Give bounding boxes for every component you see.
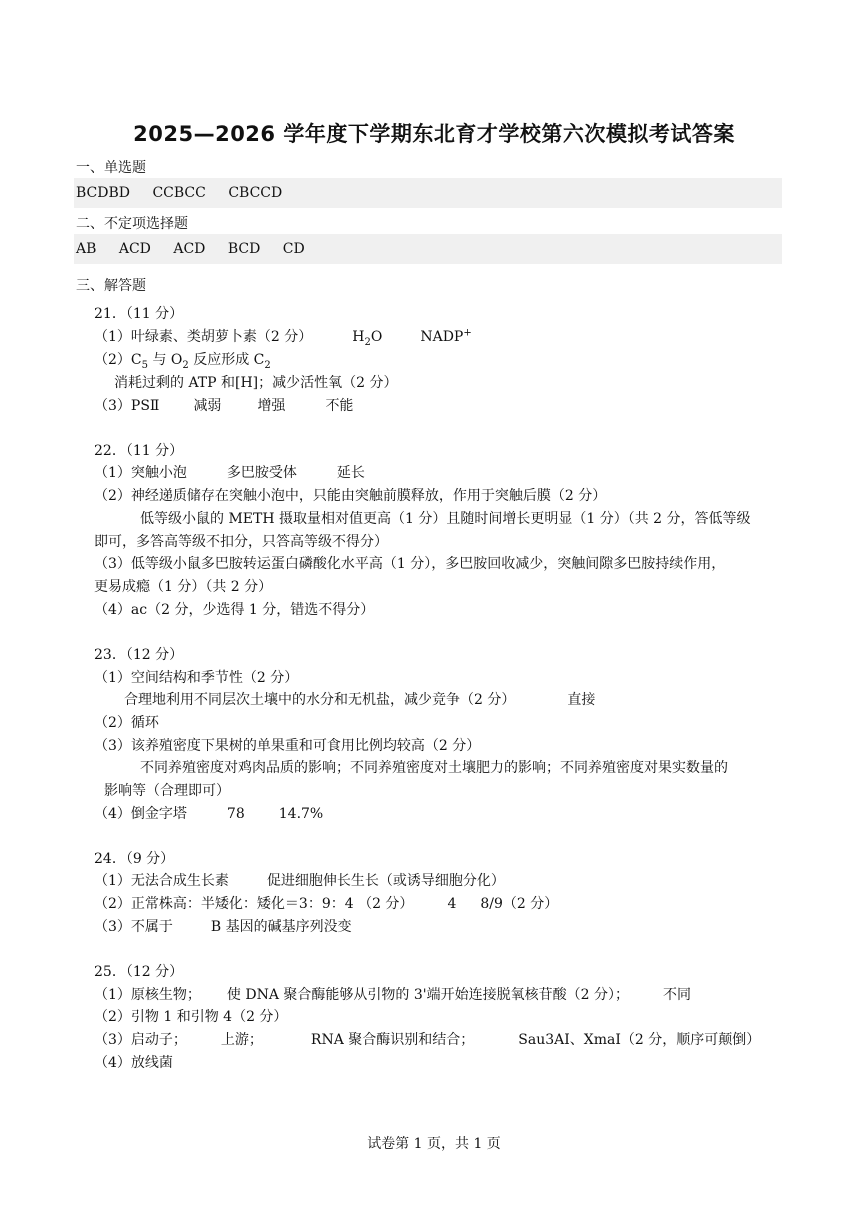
page-title: 2025—2026 学年度下学期东北育才学校第六次模拟考试答案 [133, 122, 735, 146]
q21-heading: 21．（11 分） [94, 306, 184, 322]
answer-group: ACD [173, 241, 206, 257]
q25-heading: 25．（12 分） [94, 964, 184, 980]
q23-line-7: （4）倒金字塔 78 14.7% [94, 806, 324, 822]
section-multi-choice-heading: 二、不定项选择题 [76, 216, 188, 232]
q23-line-2: 合理地利用不同层次土壤中的水分和无机盐，减少竞争（2 分） 直接 [124, 692, 596, 708]
q25-line-2: （2）引物 1 和引物 4（2 分） [94, 1009, 288, 1025]
q22-line-6: 更易成瘾（1 分）（共 2 分） [94, 579, 273, 595]
q22-line-7: （4）ac（2 分，少选得 1 分，错选不得分） [94, 602, 375, 618]
q22-line-3: 低等级小鼠的 METH 摄取量相对值更高（1 分）且随时间增长更明显（1 分）（共 2 分，答低等级 [140, 511, 751, 527]
q22-line-4: 即可，多答高等级不扣分，只答高等级不得分） [94, 534, 388, 550]
answer-group: AB [76, 241, 97, 257]
q21-line-2: $(2)C_5$ 与 $O_2$ 反应形成 $C_2$ [94, 352, 271, 371]
q24-heading: 24．（9 分） [94, 851, 175, 867]
q23-line-1: （1）空间结构和季节性（2 分） [94, 670, 299, 686]
answer-group: ACD [118, 241, 151, 257]
q22-heading: 22．（11 分） [94, 443, 184, 459]
q23-line-5: 不同养殖密度对鸡肉品质的影响；不同养殖密度对土壤肥力的影响；不同养殖密度对果实数量的 [140, 760, 728, 776]
page-footer: 试卷第 1 页，共 1 页 [367, 1136, 501, 1152]
q21-line-3: 消耗过剩的 ATP 和[H]；减少活性氧（2 分） [114, 375, 398, 391]
q23-line-3: （2）循环 [94, 715, 159, 731]
answer-group: BCDBD [76, 185, 130, 201]
answer-group: BCD [227, 241, 261, 257]
single-choice-answers [74, 178, 782, 208]
answer-group: CCBCC [152, 185, 206, 201]
q25-line-4: （4）放线菌 [94, 1055, 173, 1071]
q22-line-5: （3）低等级小鼠多巴胺转运蛋白磷酸化水平高（1 分），多巴胺回收减少，突触间隙多巴胺持续作用， [94, 556, 726, 572]
answer-group: CBCCD [228, 185, 283, 201]
q25-line-3: （3）启动子； 上游； RNA 聚合酶识别和结合； Sau3AⅠ、XmaI（2 分，顺序可颠倒） [94, 1032, 761, 1048]
q23-heading: 23．（12 分） [94, 647, 184, 663]
section-free-response-heading: 三、解答题 [76, 278, 146, 294]
q24-line-3: （3）不属于 B 基因的碱基序列没变 [94, 919, 352, 935]
q24-line-2: （2）正常株高：半矮化：矮化＝3：9：4 （2 分） 4 8/9（2 分） [94, 896, 559, 912]
q23-line-4: （3）该养殖密度下果树的单果重和可食用比例均较高（2 分） [94, 738, 481, 754]
multi-choice-answers [74, 234, 782, 264]
q22-line-1: （1）突触小泡 多巴胺受体 延长 [94, 465, 365, 481]
q22-line-2: （2）神经递质储存在突触小泡中，只能由突触前膜释放，作用于突触后膜（2 分） [94, 488, 607, 504]
answer-group: CD [282, 241, 305, 257]
section-single-choice-heading: 一、单选题 [76, 160, 146, 176]
q21-line-1: （1）叶绿素、类胡萝卜素（2 分） $H_2O$ NADP+ [94, 327, 472, 348]
q25-line-1: （1）原核生物； 使 DNA 聚合酶能够从引物的 3'端开始连接脱氧核苷酸（2 分）； 不同 [94, 987, 691, 1003]
q24-line-1: （1）无法合成生长素 促进细胞伸长生长（或诱导细胞分化） [94, 873, 505, 889]
q21-line-4: （3）PSⅡ 减弱 增强 不能 [94, 398, 354, 414]
q23-line-6: 影响等（合理即可） [104, 783, 230, 799]
